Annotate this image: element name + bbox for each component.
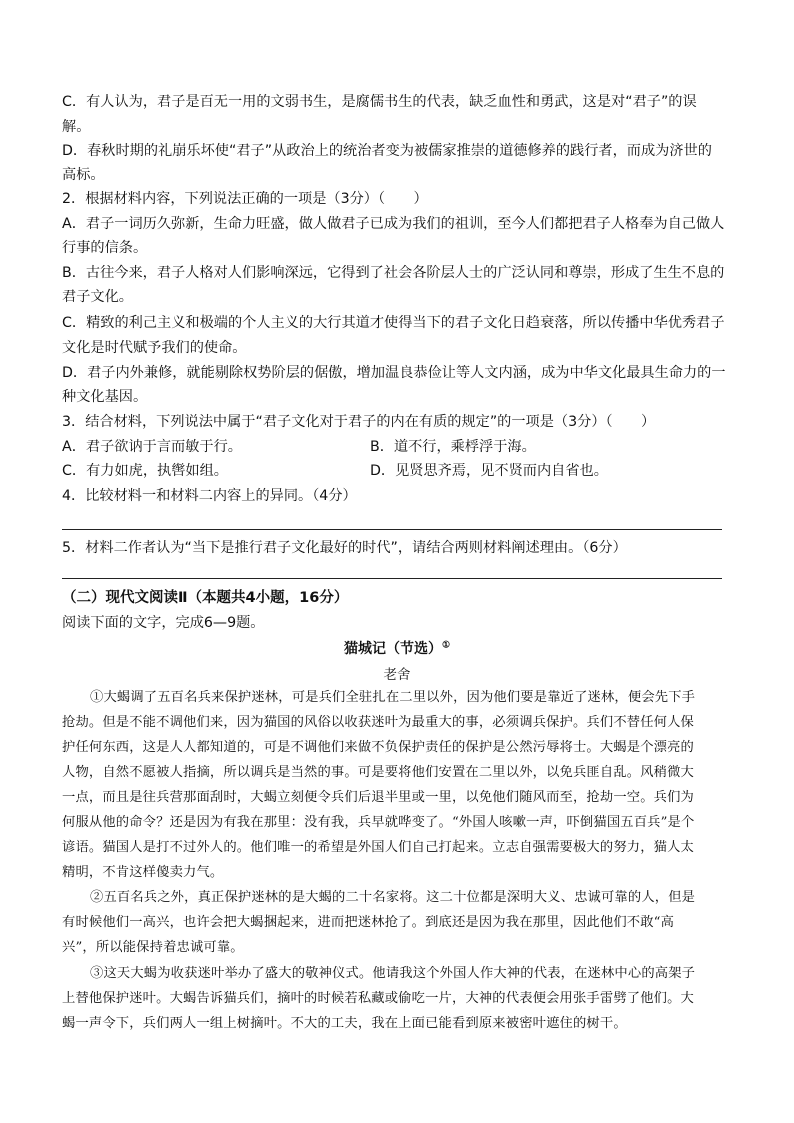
passage-line: 兴”，所以能保持着忠诚可靠。 — [62, 940, 244, 955]
passage-line: 抢劫。但是不能不调他们来，因为猫国的风俗以收获迷叶为最重大的事，必须调兵保护。兵们不替任何人保 — [62, 715, 695, 730]
q2-option-a-line2: 行事的信条。 — [62, 240, 148, 256]
passage-line: 有时候他们一高兴，也许会把大蝎捆起来，进而把迷林抢了。到底还是因为我在那里，因此他们不敢“高 — [62, 915, 675, 930]
q2-option-d-line1: D．君子内外兼修，就能剔除权势阶层的倨傲，增加温良恭俭让等人文内涵，成为中华文化最具生命力的一 — [62, 365, 726, 381]
passage-line: ②五百名兵之外，真正保护迷林的是大蝎的二十名家将。这二十位都是深明大义、忠诚可靠的人，但是 — [90, 890, 696, 905]
passage-line: 精明，不肯这样傻卖力气。 — [62, 865, 224, 880]
passage-line: 人物，自然不愿被人指摘，所以调兵是当然的事。可是要将他们安置在二里以外，以免兵匪自乱。风稍微大 — [62, 765, 695, 780]
passage-line: 护任何东西，这是人人都知道的，可是不调他们来做不负保护责任的保护是公然污辱将士。大蝎是个漂亮的 — [62, 740, 695, 755]
passage-line: 何服从他的命令？还是因为有我在那里：没有我，兵早就哗变了。“外国人咳嗽一声，吓倒猫国五百兵”是个 — [62, 815, 695, 830]
q5-answer-line[interactable] — [62, 578, 722, 579]
q3-option-a: A．君子欲讷于言而敏于行。 — [62, 439, 242, 455]
q3-option-b: B．道不行，乘桴浮于海。 — [370, 439, 536, 455]
passage-line: 一点，而且是往兵营那面刮时，大蝎立刻便令兵们后退半里或一里，以免他们随风而至，抢劫一空。兵们为 — [62, 790, 695, 805]
q3-option-d: D．见贤思齐焉，见不贤而内自省也。 — [370, 463, 608, 479]
passage-line: 谚语。猫国人是打不过外人的。他们唯一的希望是外国人们自己打起来。立志自强需要极大的努力，猫人太 — [62, 840, 695, 855]
passage-line: 蝎一声令下，兵们两人一组上树摘叶。不大的工夫，我在上面已能看到原来被密叶遮住的树干。 — [62, 1016, 627, 1031]
q5-stem: 5．材料二作者认为“当下是推行君子文化最好的时代”，请结合两则材料阐述理由。（6分） — [62, 540, 627, 556]
q2-stem: 2．根据材料内容，下列说法正确的一项是（3分）（ ） — [62, 191, 428, 207]
passage-line: ③这天大蝎为收获迷叶举办了盛大的敬神仪式。他请我这个外国人作大神的代表，在迷林中心的高架子 — [90, 966, 696, 981]
q2-option-a-line1: A．君子一词历久弥新，生命力旺盛，做人做君子已成为我们的祖训，至今人们都把君子人格奉为自己做人 — [62, 216, 725, 232]
q1-option-d-line2: 高标。 — [62, 167, 105, 183]
q1-option-c-line1: C．有人认为，君子是百无一用的文弱书生，是腐儒书生的代表，缺乏血性和勇武，这是对“君子”的误 — [62, 94, 697, 110]
q2-option-c-line1: C．精致的利己主义和极端的个人主义的大行其道才使得当下的君子文化日趋衰落，所以传播中华优秀君子 — [62, 315, 725, 331]
q2-option-b-line2: 君子文化。 — [62, 289, 133, 305]
q3-option-c: C．有力如虎，执辔如组。 — [62, 463, 228, 479]
q2-option-d-line2: 种文化基因。 — [62, 389, 148, 405]
reading-instruction: 阅读下面的文字，完成6—9题。 — [62, 615, 265, 631]
footnote-marker: ① — [441, 640, 451, 651]
passage-title-text: 猫城记（节选） — [343, 641, 442, 657]
q2-option-b-line1: B．古往今来，君子人格对人们影响深远，它得到了社会各阶层人士的广泛认同和尊崇，形成了生生不息的 — [62, 265, 725, 281]
passage-line: ①大蝎调了五百名兵来保护迷林，可是兵们全驻扎在二里以外，因为他们要是靠近了迷林，便会先下手 — [90, 690, 696, 705]
passage-title — [0, 638, 794, 658]
q4-stem: 4．比较材料一和材料二内容上的异同。（4分） — [62, 488, 357, 504]
q2-option-c-line2: 文化是时代赋予我们的使命。 — [62, 340, 247, 356]
q1-option-d-line1: D．春秋时期的礼崩乐坏使“君子”从政治上的统治者变为被儒家推崇的道德修养的践行者，而成为济世的 — [62, 143, 712, 159]
q4-answer-line[interactable] — [62, 529, 722, 530]
q3-stem: 3．结合材料，下列说法中属于“君子文化对于君子的内在有质的规定”的一项是（3分）（ ） — [62, 414, 656, 430]
passage-line: 上替他保护迷叶。大蝎告诉猫兵们，摘叶的时候若私藏或偷吃一片，大神的代表便会用张手雷劈了他们。大 — [62, 991, 695, 1006]
q1-option-c-line2: 解。 — [62, 119, 91, 135]
passage-author: 老舍 — [383, 667, 411, 683]
section-heading: （二）现代文阅读Ⅱ（本题共4小题，16分） — [62, 590, 349, 606]
